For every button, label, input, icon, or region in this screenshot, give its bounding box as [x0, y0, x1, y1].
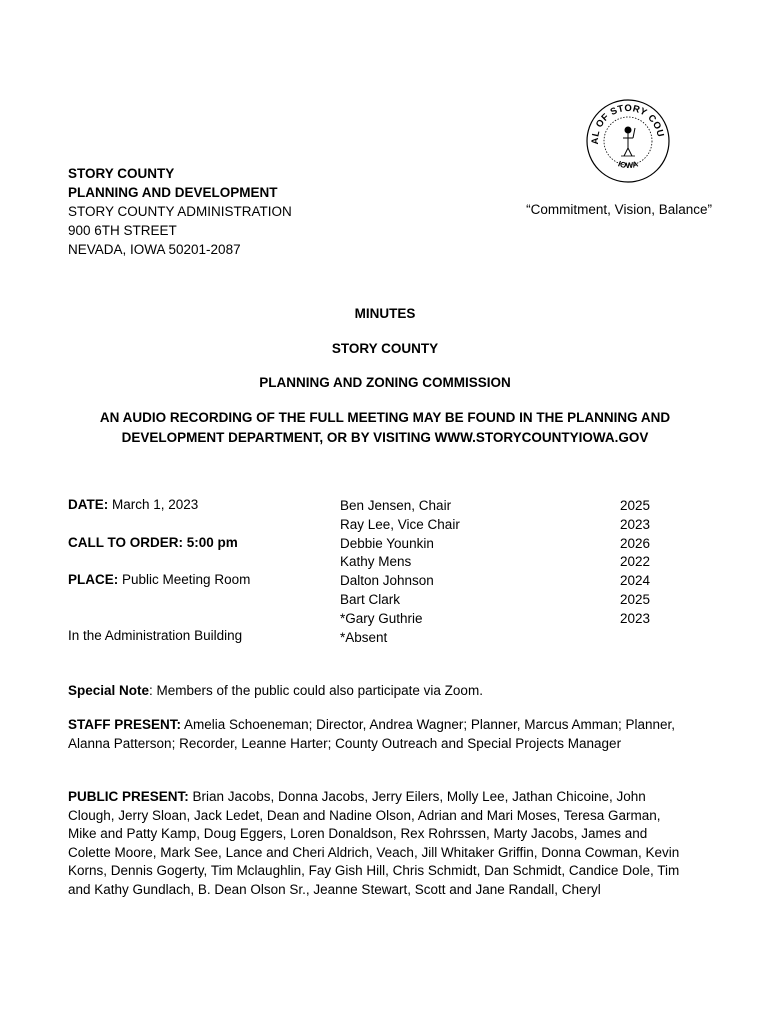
seal-bottom-text: IOWA	[616, 159, 640, 171]
member-year: 2025	[619, 591, 650, 607]
staff-label: STAFF PRESENT:	[68, 717, 182, 732]
special-note-text: : Members of the public could also participate via Zoom.	[149, 683, 483, 698]
date-label: DATE:	[68, 497, 109, 512]
header-department: PLANNING AND DEVELOPMENT	[68, 185, 278, 200]
public-text: Brian Jacobs, Donna Jacobs, Jerry Eilers, Molly Lee, Jathan Chicoine, John Clough, Jerry Sloan, Jack Ledet, Dean and Nadine Olson, Adrian and Mari Moses, Teresa Garman, Mike and Patty Kamp, Doug Eggers, Loren Donaldson, Rex Rohrssen, Marty Jacobs, James and Colette Moore, Mark See, Lance and Cheri Aldrich, Veach, Jill Whitaker Griffin, Donna Cowman, Kevin Korns, Dennis Gogerty, Tim Mclaughlin, Fay Gish Hill, Chris Schmidt, Dan Schmidt, Candice Dole, Tim and Kathy Gundlach, B. Dean Olson Sr., Jeanne Stewart, Scott and Jane Randall, Cheryl	[68, 789, 680, 897]
meeting-building: In the Administration Building	[68, 628, 243, 643]
member-name: Dalton Johnson	[340, 573, 434, 589]
member-name: Ben Jensen, Chair	[340, 498, 452, 513]
date-value: March 1, 2023	[112, 497, 199, 512]
member-row	[340, 591, 650, 610]
audio-recording-notice: AN AUDIO RECORDING OF THE FULL MEETING MAY BE FOUND IN THE PLANNING AND DEVELOPMENT DEPARTMENT, OR BY VISITING WWW.STORYCOUNTYIOWA.GOV	[99, 410, 671, 445]
header-city: NEVADA, IOWA 50201-2087	[68, 242, 241, 257]
place-label: PLACE:	[68, 572, 119, 587]
member-name: Ray Lee, Vice Chair	[340, 516, 460, 532]
member-row	[340, 516, 650, 535]
title-commission: PLANNING AND ZONING COMMISSION	[259, 375, 511, 390]
motto: “Commitment, Vision, Balance”	[526, 202, 712, 217]
member-year: 2026	[619, 535, 650, 551]
member-row	[340, 497, 650, 516]
special-note-label: Special Note	[68, 683, 150, 698]
member-row	[340, 535, 650, 554]
svg-text:IOWA	[617, 159, 639, 170]
header-street: 900 6TH STREET	[68, 223, 177, 238]
title-county: STORY COUNTY	[331, 341, 439, 356]
commission-members	[340, 497, 650, 647]
member-year: 2024	[619, 573, 650, 589]
member-row	[340, 629, 650, 648]
staff-present	[68, 716, 688, 753]
county-seal-icon	[585, 98, 671, 184]
call-to-order	[68, 535, 238, 550]
call-label: CALL TO ORDER:	[68, 535, 184, 550]
member-year: 2023	[619, 516, 650, 532]
title-minutes: MINUTES	[354, 306, 416, 321]
special-note	[68, 682, 688, 701]
member-name: Kathy Mens	[340, 554, 412, 570]
member-year: 2023	[619, 610, 650, 626]
member-name: *Absent	[340, 629, 388, 645]
member-name: *Gary Guthrie	[340, 610, 423, 626]
meeting-date	[68, 497, 198, 512]
call-value: 5:00 pm	[186, 535, 238, 550]
header-county: STORY COUNTY	[68, 166, 175, 181]
public-present	[68, 788, 688, 899]
public-label: PUBLIC PRESENT:	[68, 789, 189, 804]
place-value: Public Meeting Room	[122, 572, 251, 587]
member-row	[340, 553, 650, 572]
member-year: 2022	[619, 554, 650, 570]
member-name: Bart Clark	[340, 591, 401, 607]
member-year: 2025	[619, 498, 650, 513]
staff-text: Amelia Schoeneman; Director, Andrea Wagner; Planner, Marcus Amman; Planner, Alanna Patterson; Recorder, Leanne Harter; County Outreach and Special Projects Manager	[68, 717, 676, 751]
member-row	[340, 610, 650, 629]
member-row	[340, 572, 650, 591]
header-administration: STORY COUNTY ADMINISTRATION	[68, 204, 292, 219]
seal-top-text: AL OF STORY COU	[589, 102, 666, 145]
meeting-place	[68, 572, 250, 587]
member-name: Debbie Younkin	[340, 535, 434, 551]
